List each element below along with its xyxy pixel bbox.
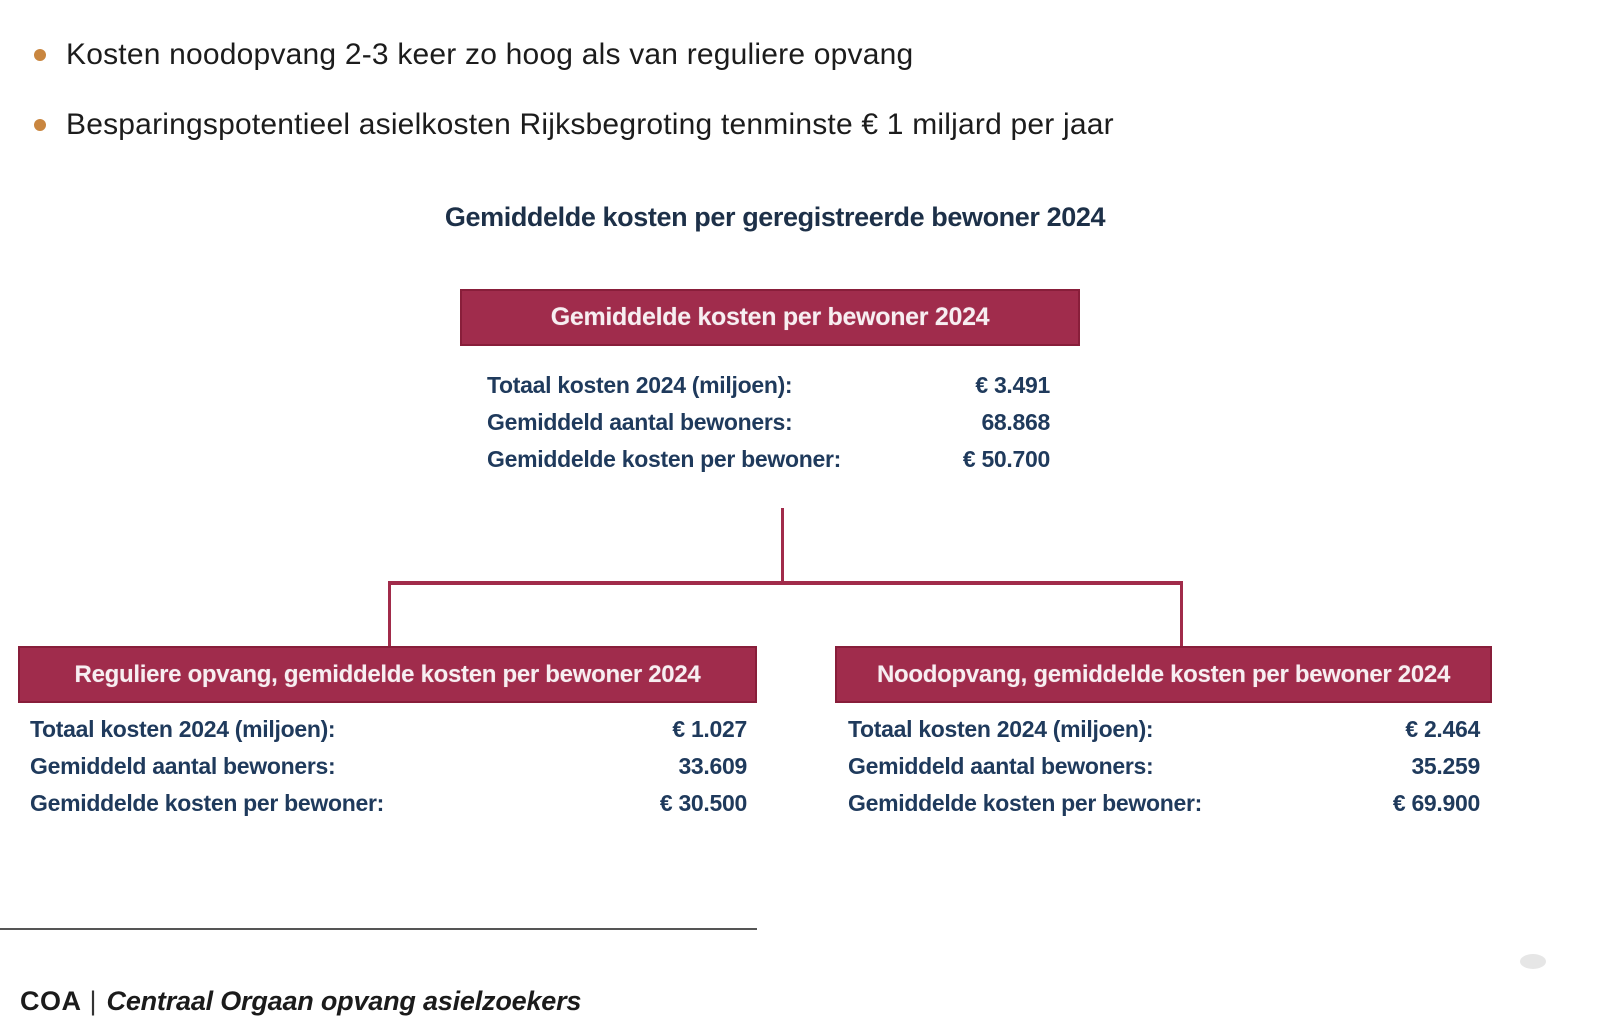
footer-divider [0, 928, 757, 930]
row-value: € 69.900 [1392, 790, 1480, 816]
row-value: 68.868 [981, 409, 1050, 435]
scan-artifact [1520, 954, 1546, 969]
row-label: Gemiddelde kosten per bewoner: [848, 790, 1202, 816]
footer-org-abbrev: COA [20, 986, 82, 1016]
row-label: Totaal kosten 2024 (miljoen): [30, 716, 336, 742]
row-label: Totaal kosten 2024 (miljoen): [487, 372, 793, 398]
connector-vertical-stub [781, 508, 784, 583]
row-value: 35.259 [1411, 753, 1480, 779]
row-value: € 2.464 [1405, 716, 1480, 742]
root-node-rows [487, 372, 1050, 483]
row-value: € 50.700 [962, 446, 1050, 472]
bullet-text: Besparingspotentieel asielkosten Rijksbegroting tenminste € 1 miljard per jaar [66, 108, 1114, 141]
data-row [848, 790, 1480, 827]
root-node-header: Gemiddelde kosten per bewoner 2024 [460, 289, 1080, 346]
bullet-icon [34, 119, 46, 131]
footer-org-name: Centraal Orgaan opvang asielzoekers [106, 986, 582, 1016]
connector-horizontal [388, 581, 1183, 585]
connector-right-drop [1180, 583, 1183, 648]
data-row [487, 446, 1050, 483]
data-row [487, 372, 1050, 409]
row-label: Gemiddeld aantal bewoners: [30, 753, 336, 779]
bullet-item [28, 38, 913, 72]
right-node-header: Noodopvang, gemiddelde kosten per bewoner 2024 [835, 646, 1492, 703]
footer-separator: | [89, 986, 97, 1016]
right-node-rows [848, 716, 1480, 827]
footer-logo-line [20, 986, 581, 1017]
row-label: Gemiddeld aantal bewoners: [487, 409, 793, 435]
row-value: € 30.500 [659, 790, 747, 816]
row-value: € 3.491 [975, 372, 1050, 398]
data-row [848, 716, 1480, 753]
bullet-icon [34, 49, 46, 61]
row-label: Gemiddelde kosten per bewoner: [487, 446, 841, 472]
data-row [848, 753, 1480, 790]
bullet-item [28, 108, 1114, 142]
data-row [487, 409, 1050, 446]
row-label: Totaal kosten 2024 (miljoen): [848, 716, 1154, 742]
data-row [30, 753, 747, 790]
left-node-header: Reguliere opvang, gemiddelde kosten per bewoner 2024 [18, 646, 757, 703]
data-row [30, 716, 747, 753]
left-node-rows [30, 716, 747, 827]
row-value: € 1.027 [672, 716, 747, 742]
row-label: Gemiddeld aantal bewoners: [848, 753, 1154, 779]
bullet-text: Kosten noodopvang 2-3 keer zo hoog als van reguliere opvang [66, 38, 914, 71]
diagram-title: Gemiddelde kosten per geregistreerde bewoner 2024 [444, 202, 1106, 232]
row-value: 33.609 [678, 753, 747, 779]
row-label: Gemiddelde kosten per bewoner: [30, 790, 384, 816]
data-row [30, 790, 747, 827]
connector-left-drop [388, 583, 391, 648]
